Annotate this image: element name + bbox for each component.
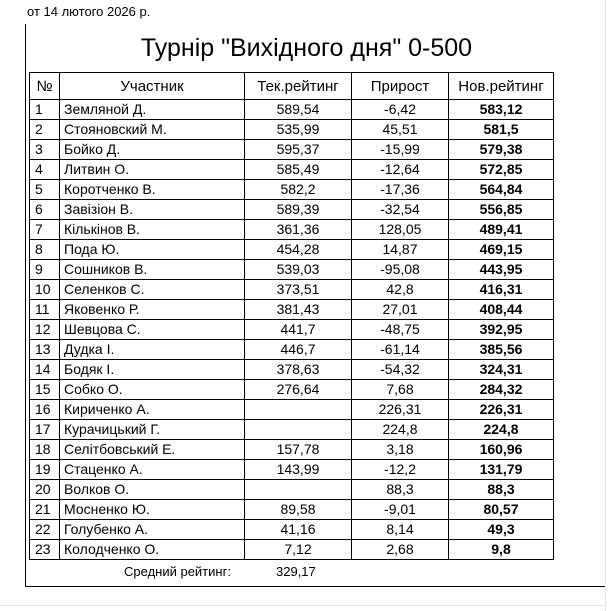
header-new-rating: Нов.рейтинг (449, 73, 554, 100)
page-edge-right (605, 0, 606, 611)
frame-bottom-border (25, 586, 605, 587)
table-row (30, 380, 554, 400)
cell-current-rating: 276,64 (245, 380, 352, 400)
cell-delta: 128,05 (352, 220, 449, 240)
header-current-rating: Тек.рейтинг (245, 73, 352, 100)
cell-participant: Яковенко Р. (60, 300, 245, 320)
cell-num: 17 (30, 420, 60, 440)
cell-current-rating: 539,03 (245, 260, 352, 280)
cell-num: 5 (30, 180, 60, 200)
cell-new-rating: 416,31 (449, 280, 554, 300)
cell-participant: Стаценко А. (60, 460, 245, 480)
cell-delta: -61,14 (352, 340, 449, 360)
cell-participant: Литвин О. (60, 160, 245, 180)
cell-current-rating: 585,49 (245, 160, 352, 180)
cell-new-rating: 579,38 (449, 140, 554, 160)
cell-participant: Селенков С. (60, 280, 245, 300)
table-row (30, 260, 554, 280)
table-row (30, 360, 554, 380)
cell-num: 13 (30, 340, 60, 360)
cell-num: 7 (30, 220, 60, 240)
cell-participant: Бойко Д. (60, 140, 245, 160)
cell-participant: Кількінов В. (60, 220, 245, 240)
cell-num: 10 (30, 280, 60, 300)
cell-delta: -12,64 (352, 160, 449, 180)
cell-current-rating: 89,58 (245, 500, 352, 520)
cell-num: 1 (30, 100, 60, 120)
table-row (30, 540, 554, 560)
table-row (30, 160, 554, 180)
cell-num: 14 (30, 360, 60, 380)
cell-new-rating: 556,85 (449, 200, 554, 220)
cell-new-rating: 564,84 (449, 180, 554, 200)
cell-participant: Собко О. (60, 380, 245, 400)
cell-delta: -54,32 (352, 360, 449, 380)
cell-participant: Кириченко А. (60, 400, 245, 420)
cell-delta: -48,75 (352, 320, 449, 340)
cell-participant: Стояновский М. (60, 120, 245, 140)
cell-new-rating: 9,8 (449, 540, 554, 560)
table-row (30, 520, 554, 540)
header-delta: Прирост (352, 73, 449, 100)
cell-new-rating: 131,79 (449, 460, 554, 480)
table-row (30, 440, 554, 460)
cell-new-rating: 324,31 (449, 360, 554, 380)
cell-participant: Курачицький Г. (60, 420, 245, 440)
cell-participant: Коротченко В. (60, 180, 245, 200)
cell-delta: 226,31 (352, 400, 449, 420)
cell-participant: Селітбовський Е. (60, 440, 245, 460)
cell-num: 4 (30, 160, 60, 180)
table-row (30, 420, 554, 440)
cell-current-rating: 535,99 (245, 120, 352, 140)
cell-participant: Завізіон В. (60, 200, 245, 220)
cell-num: 22 (30, 520, 60, 540)
cell-num: 2 (30, 120, 60, 140)
page-title: Турнір "Вихідного дня" 0-500 (140, 34, 473, 62)
cell-current-rating: 589,54 (245, 100, 352, 120)
cell-num: 18 (30, 440, 60, 460)
cell-num: 6 (30, 200, 60, 220)
cell-delta: 7,68 (352, 380, 449, 400)
cell-new-rating: 392,95 (449, 320, 554, 340)
cell-num: 23 (30, 540, 60, 560)
cell-current-rating (245, 400, 352, 420)
cell-participant: Сошников В. (60, 260, 245, 280)
cell-current-rating: 373,51 (245, 280, 352, 300)
cell-current-rating (245, 420, 352, 440)
cell-participant: Шевцова С. (60, 320, 245, 340)
table-row (30, 340, 554, 360)
cell-new-rating: 572,85 (449, 160, 554, 180)
cell-participant: Волков О. (60, 480, 245, 500)
date-line: от 14 лютого 2026 р. (27, 4, 151, 19)
cell-current-rating: 589,39 (245, 200, 352, 220)
cell-current-rating: 582,2 (245, 180, 352, 200)
table-row (30, 400, 554, 420)
cell-delta: 8,14 (352, 520, 449, 540)
cell-new-rating: 88,3 (449, 480, 554, 500)
cell-current-rating: 441,7 (245, 320, 352, 340)
cell-participant: Голубенко А. (60, 520, 245, 540)
cell-new-rating: 443,95 (449, 260, 554, 280)
cell-new-rating: 469,15 (449, 240, 554, 260)
table-row (30, 120, 554, 140)
cell-delta: -12,2 (352, 460, 449, 480)
cell-participant: Бодяк І. (60, 360, 245, 380)
cell-num: 20 (30, 480, 60, 500)
cell-current-rating: 143,99 (245, 460, 352, 480)
cell-delta: -9,01 (352, 500, 449, 520)
cell-current-rating: 378,63 (245, 360, 352, 380)
table-row (30, 100, 554, 120)
cell-num: 9 (30, 260, 60, 280)
cell-new-rating: 408,44 (449, 300, 554, 320)
cell-participant: Мосненко Ю. (60, 500, 245, 520)
cell-delta: -95,08 (352, 260, 449, 280)
table-row (30, 320, 554, 340)
cell-participant: Земляной Д. (60, 100, 245, 120)
cell-delta: 88,3 (352, 480, 449, 500)
cell-new-rating: 489,41 (449, 220, 554, 240)
table-body (30, 100, 554, 560)
page-edge-bottom (0, 605, 606, 606)
table-row (30, 220, 554, 240)
cell-delta: 42,8 (352, 280, 449, 300)
cell-delta: -15,99 (352, 140, 449, 160)
table-header-row (30, 73, 554, 100)
cell-num: 12 (30, 320, 60, 340)
cell-participant: Колодченко О. (60, 540, 245, 560)
table-row (30, 500, 554, 520)
cell-current-rating: 361,36 (245, 220, 352, 240)
header-num: № (30, 73, 60, 100)
cell-new-rating: 284,32 (449, 380, 554, 400)
cell-new-rating: 80,57 (449, 500, 554, 520)
header-participant: Участник (60, 73, 245, 100)
results-table (29, 72, 554, 560)
cell-current-rating: 446,7 (245, 340, 352, 360)
cell-current-rating (245, 480, 352, 500)
cell-current-rating: 595,37 (245, 140, 352, 160)
cell-delta: -17,36 (352, 180, 449, 200)
cell-participant: Дудка І. (60, 340, 245, 360)
cell-new-rating: 581,5 (449, 120, 554, 140)
cell-new-rating: 583,12 (449, 100, 554, 120)
cell-num: 3 (30, 140, 60, 160)
cell-delta: 14,87 (352, 240, 449, 260)
cell-new-rating: 226,31 (449, 400, 554, 420)
table-row (30, 200, 554, 220)
average-rating-label: Средний рейтинг: (124, 564, 231, 579)
cell-delta: 3,18 (352, 440, 449, 460)
cell-delta: 224,8 (352, 420, 449, 440)
cell-delta: 2,68 (352, 540, 449, 560)
table-row (30, 240, 554, 260)
cell-new-rating: 160,96 (449, 440, 554, 460)
cell-current-rating: 454,28 (245, 240, 352, 260)
cell-new-rating: 49,3 (449, 520, 554, 540)
table-row (30, 180, 554, 200)
cell-new-rating: 224,8 (449, 420, 554, 440)
table-row (30, 140, 554, 160)
cell-num: 8 (30, 240, 60, 260)
cell-current-rating: 41,16 (245, 520, 352, 540)
table-row (30, 480, 554, 500)
cell-delta: 45,51 (352, 120, 449, 140)
cell-delta: -32,54 (352, 200, 449, 220)
cell-delta: -6,42 (352, 100, 449, 120)
frame-left-border (25, 24, 26, 586)
cell-num: 21 (30, 500, 60, 520)
table-row (30, 280, 554, 300)
cell-delta: 27,01 (352, 300, 449, 320)
cell-participant: Пода Ю. (60, 240, 245, 260)
cell-current-rating: 381,43 (245, 300, 352, 320)
table-row (30, 300, 554, 320)
cell-new-rating: 385,56 (449, 340, 554, 360)
cell-num: 15 (30, 380, 60, 400)
cell-num: 19 (30, 460, 60, 480)
average-rating-value: 329,17 (276, 564, 316, 579)
cell-current-rating: 7,12 (245, 540, 352, 560)
cell-num: 11 (30, 300, 60, 320)
table-row (30, 460, 554, 480)
cell-current-rating: 157,78 (245, 440, 352, 460)
cell-num: 16 (30, 400, 60, 420)
